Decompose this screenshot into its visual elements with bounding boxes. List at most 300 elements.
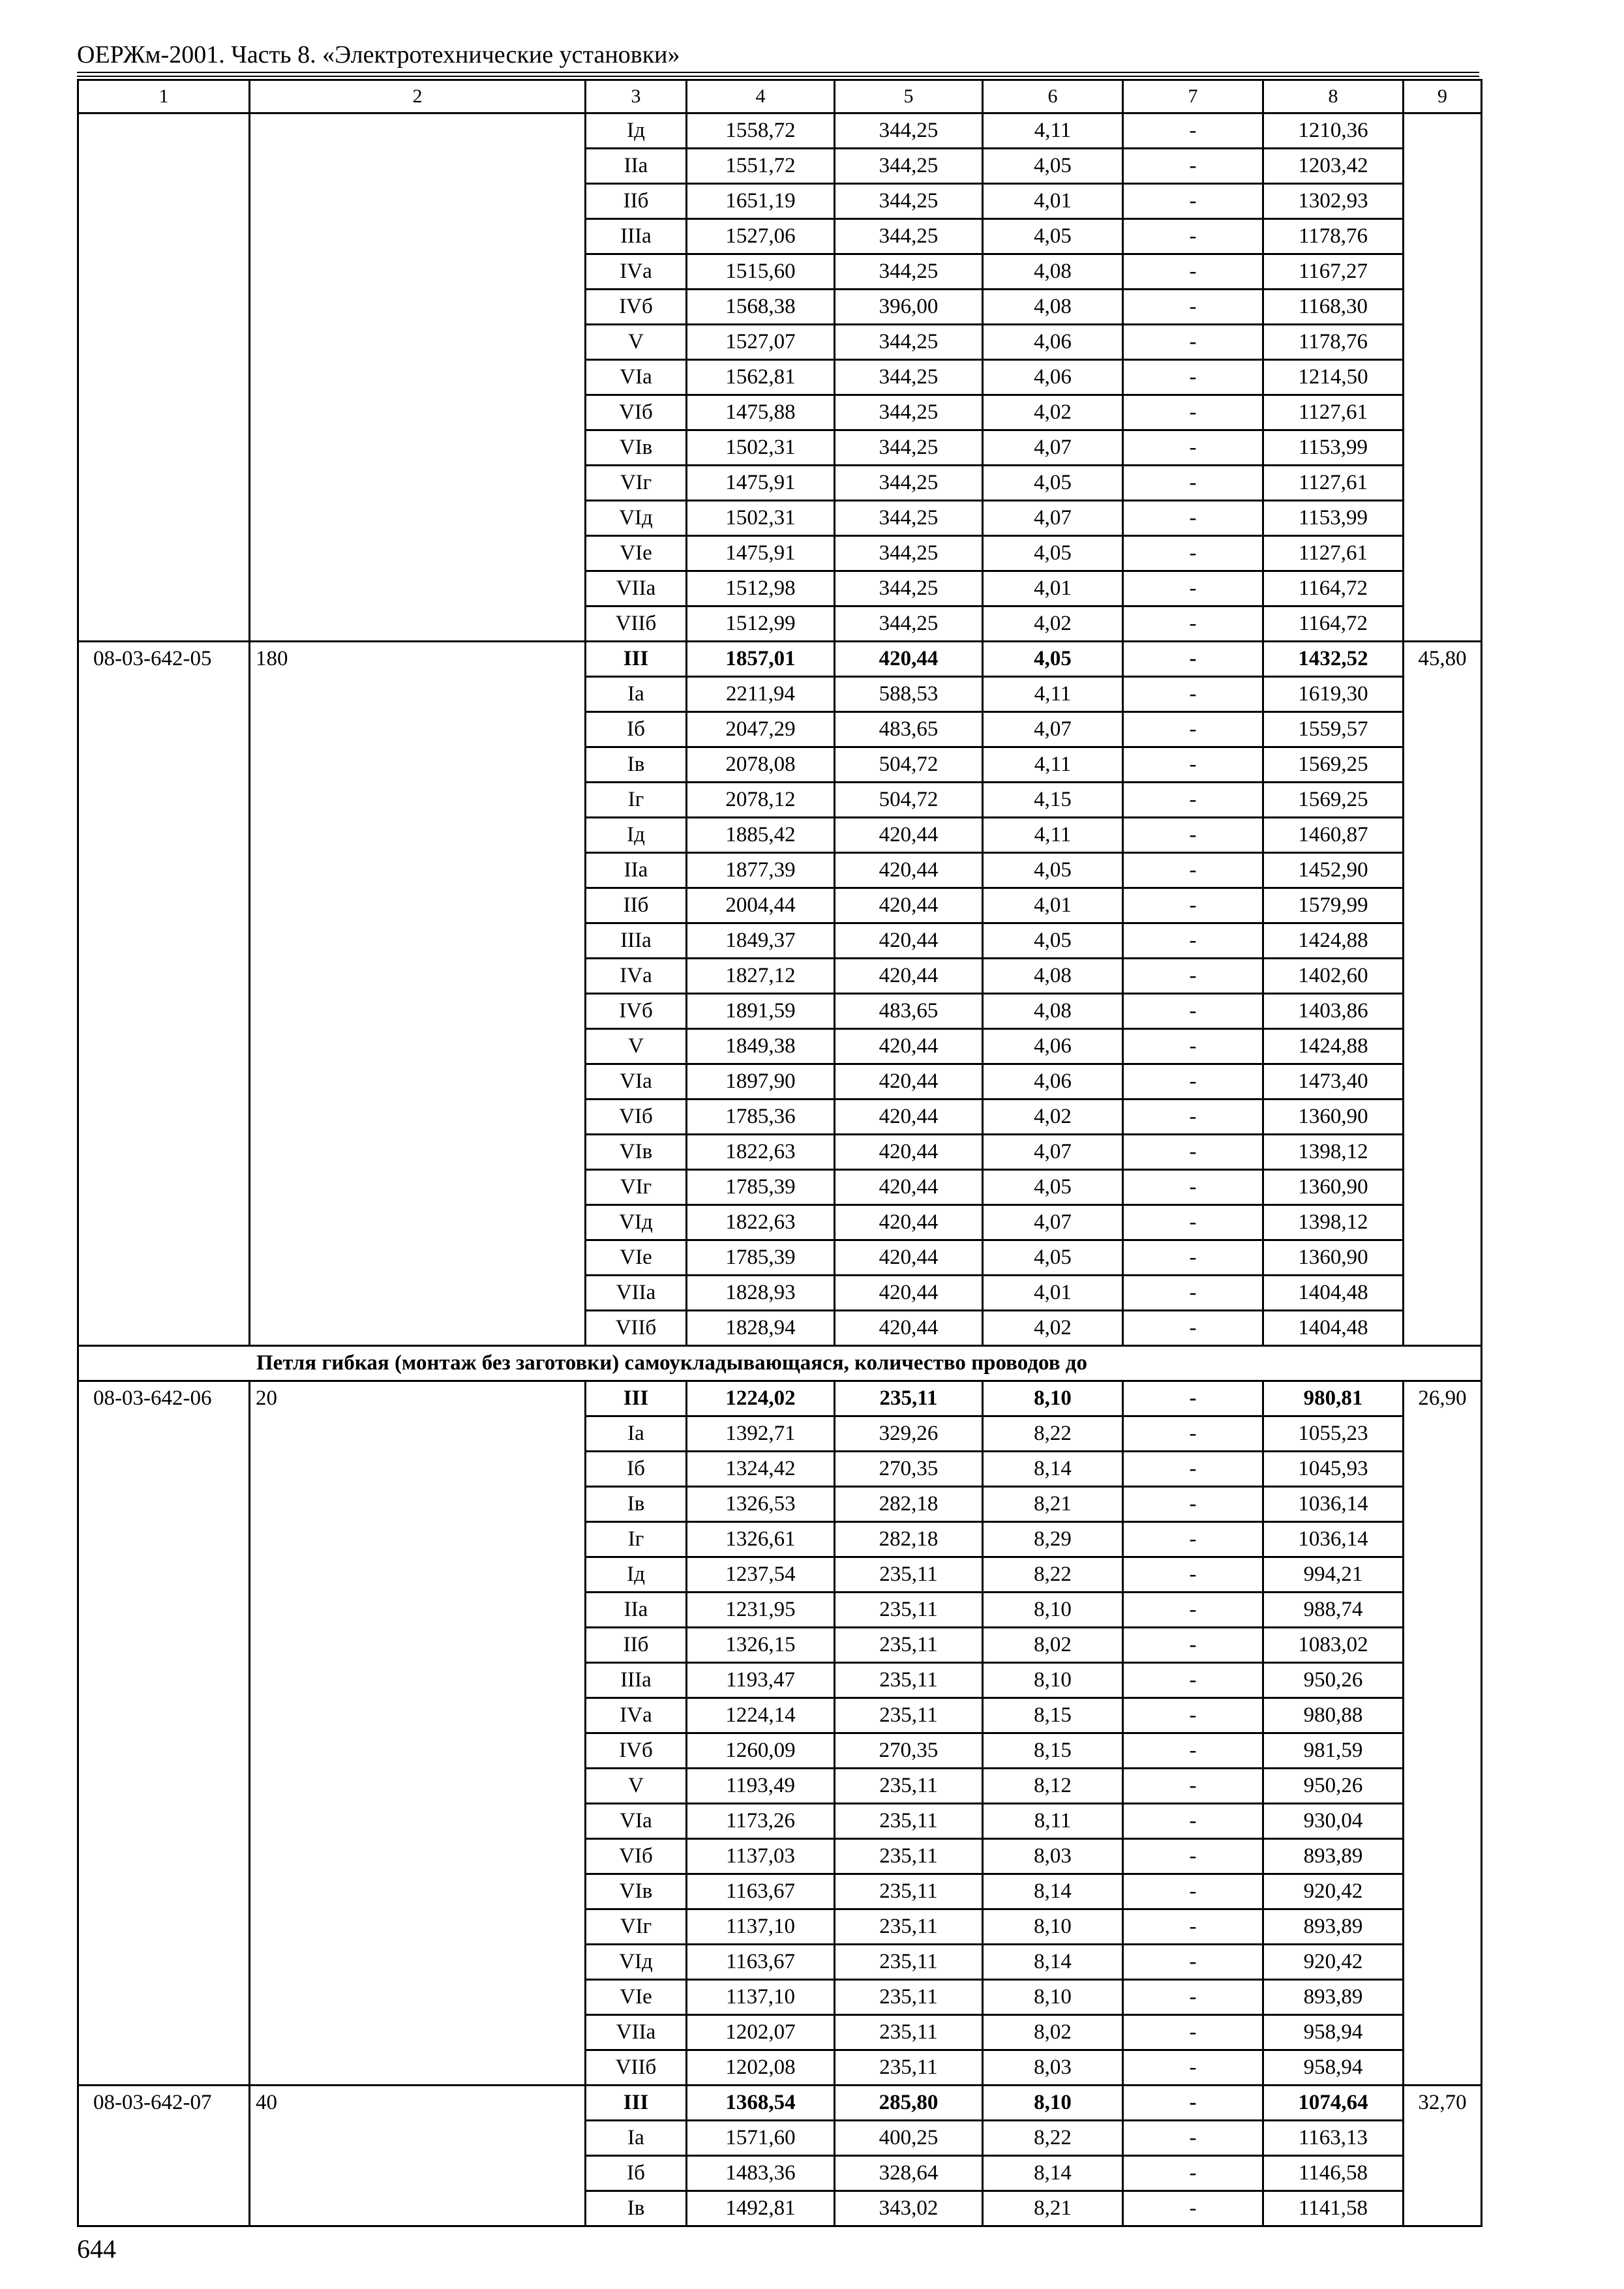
wages-cell: 235,11 [835, 2015, 983, 2050]
machines-cell: 4,05 [983, 642, 1123, 677]
zone-cell: Iв [586, 2191, 687, 2226]
column-number-cell: 6 [983, 80, 1123, 113]
machines-cell: 4,05 [983, 536, 1123, 571]
materials-cell: 1619,30 [1263, 677, 1404, 712]
materials-cell: 920,42 [1263, 1945, 1404, 1980]
zone-cell: Iв [586, 1487, 687, 1522]
zone-cell: Iв [586, 747, 687, 783]
zone-cell: IIIа [586, 1663, 687, 1698]
drivers-wages-cell: - [1123, 1874, 1263, 1909]
total-cost-cell: 1527,06 [687, 219, 835, 254]
zone-cell: VIг [586, 466, 687, 501]
zone-cell: VIг [586, 1909, 687, 1945]
machines-cell: 8,03 [983, 2050, 1123, 2086]
machines-cell: 4,05 [983, 1240, 1123, 1276]
total-cost-cell: 1475,91 [687, 466, 835, 501]
drivers-wages-cell: - [1123, 1628, 1263, 1663]
wages-cell: 396,00 [835, 290, 983, 325]
drivers-wages-cell: - [1123, 747, 1263, 783]
wages-cell: 270,35 [835, 1733, 983, 1769]
materials-cell: 1153,99 [1263, 501, 1404, 536]
machines-cell: 4,01 [983, 888, 1123, 923]
drivers-wages-cell: - [1123, 1381, 1263, 1416]
materials-cell: 1178,76 [1263, 219, 1404, 254]
total-cost-cell: 1326,15 [687, 1628, 835, 1663]
zone-cell: VIIа [586, 2015, 687, 2050]
drivers-wages-cell: - [1123, 2086, 1263, 2121]
materials-cell: 958,94 [1263, 2015, 1404, 2050]
zone-cell: IIб [586, 184, 687, 219]
zone-cell: IVб [586, 1733, 687, 1769]
drivers-wages-cell: - [1123, 360, 1263, 395]
wages-cell: 282,18 [835, 1487, 983, 1522]
machines-cell: 8,22 [983, 1557, 1123, 1593]
materials-cell: 1360,90 [1263, 1100, 1404, 1135]
total-cost-cell: 2004,44 [687, 888, 835, 923]
total-cost-cell: 1785,39 [687, 1170, 835, 1205]
total-cost-cell: 1193,47 [687, 1663, 835, 1698]
total-cost-cell: 1651,19 [687, 184, 835, 219]
machines-cell: 4,11 [983, 747, 1123, 783]
wages-cell: 420,44 [835, 888, 983, 923]
machines-cell: 4,08 [983, 290, 1123, 325]
wages-cell: 420,44 [835, 1029, 983, 1064]
labor-cost-cell: 45,80 [1404, 642, 1482, 1346]
drivers-wages-cell: - [1123, 923, 1263, 959]
total-cost-cell: 1163,67 [687, 1945, 835, 1980]
drivers-wages-cell: - [1123, 1769, 1263, 1804]
total-cost-cell: 1558,72 [687, 113, 835, 149]
section-heading: Петля гибкая (монтаж без заготовки) самоукладывающаяся, количество проводов до [78, 1346, 1482, 1381]
materials-cell: 1045,93 [1263, 1452, 1404, 1487]
drivers-wages-cell: - [1123, 959, 1263, 994]
materials-cell: 1164,72 [1263, 606, 1404, 642]
machines-cell: 8,14 [983, 1874, 1123, 1909]
wages-cell: 344,25 [835, 430, 983, 466]
materials-cell: 1141,58 [1263, 2191, 1404, 2226]
wages-cell: 483,65 [835, 994, 983, 1029]
total-cost-cell: 1326,53 [687, 1487, 835, 1522]
total-cost-cell: 1492,81 [687, 2191, 835, 2226]
total-cost-cell: 1822,63 [687, 1135, 835, 1170]
materials-cell: 1203,42 [1263, 149, 1404, 184]
total-cost-cell: 1392,71 [687, 1416, 835, 1452]
wages-cell: 344,25 [835, 501, 983, 536]
materials-cell: 1404,48 [1263, 1276, 1404, 1311]
drivers-wages-cell: - [1123, 2121, 1263, 2156]
total-cost-cell: 1173,26 [687, 1804, 835, 1839]
materials-cell: 893,89 [1263, 1980, 1404, 2015]
rate-code-cell: 08-03-642-07 [78, 2086, 250, 2226]
drivers-wages-cell: - [1123, 219, 1263, 254]
total-cost-cell: 2047,29 [687, 712, 835, 747]
drivers-wages-cell: - [1123, 606, 1263, 642]
materials-cell: 1424,88 [1263, 923, 1404, 959]
total-cost-cell: 1137,03 [687, 1839, 835, 1874]
total-cost-cell: 1891,59 [687, 994, 835, 1029]
drivers-wages-cell: - [1123, 1170, 1263, 1205]
materials-cell: 1127,61 [1263, 536, 1404, 571]
materials-cell: 1404,48 [1263, 1311, 1404, 1346]
total-cost-cell: 1483,36 [687, 2156, 835, 2191]
parameter-cell [250, 113, 586, 642]
zone-cell: IVа [586, 254, 687, 290]
drivers-wages-cell: - [1123, 888, 1263, 923]
drivers-wages-cell: - [1123, 254, 1263, 290]
section-heading-row [78, 1346, 1482, 1381]
drivers-wages-cell: - [1123, 1135, 1263, 1170]
zone-cell: VIе [586, 1240, 687, 1276]
machines-cell: 4,15 [983, 783, 1123, 818]
wages-cell: 504,72 [835, 783, 983, 818]
drivers-wages-cell: - [1123, 1416, 1263, 1452]
total-cost-cell: 1877,39 [687, 853, 835, 888]
wages-cell: 235,11 [835, 1804, 983, 1839]
machines-cell: 8,15 [983, 1733, 1123, 1769]
machines-cell: 8,22 [983, 2121, 1123, 2156]
wages-cell: 235,11 [835, 1593, 983, 1628]
drivers-wages-cell: - [1123, 1064, 1263, 1100]
zone-cell: VIд [586, 501, 687, 536]
total-cost-cell: 1137,10 [687, 1980, 835, 2015]
drivers-wages-cell: - [1123, 1487, 1263, 1522]
materials-cell: 1210,36 [1263, 113, 1404, 149]
machines-cell: 8,14 [983, 2156, 1123, 2191]
wages-cell: 235,11 [835, 1980, 983, 2015]
materials-cell: 958,94 [1263, 2050, 1404, 2086]
zone-cell: Iг [586, 783, 687, 818]
wages-cell: 235,11 [835, 1945, 983, 1980]
materials-cell: 1074,64 [1263, 2086, 1404, 2121]
materials-cell: 1146,58 [1263, 2156, 1404, 2191]
drivers-wages-cell: - [1123, 536, 1263, 571]
zone-cell: VIб [586, 1100, 687, 1135]
wages-cell: 329,26 [835, 1416, 983, 1452]
labor-cost-cell: 32,70 [1404, 2086, 1482, 2226]
wages-cell: 285,80 [835, 2086, 983, 2121]
wages-cell: 344,25 [835, 184, 983, 219]
total-cost-cell: 1562,81 [687, 360, 835, 395]
zone-cell: VIIб [586, 1311, 687, 1346]
total-cost-cell: 1193,49 [687, 1769, 835, 1804]
machines-cell: 4,05 [983, 853, 1123, 888]
zone-cell: V [586, 1029, 687, 1064]
drivers-wages-cell: - [1123, 818, 1263, 853]
zone-cell: VIд [586, 1945, 687, 1980]
drivers-wages-cell: - [1123, 1029, 1263, 1064]
materials-cell: 1083,02 [1263, 1628, 1404, 1663]
materials-cell: 981,59 [1263, 1733, 1404, 1769]
header-rule [77, 72, 1479, 73]
wages-cell: 344,25 [835, 395, 983, 430]
table-row [78, 642, 1482, 677]
drivers-wages-cell: - [1123, 1557, 1263, 1593]
machines-cell: 8,15 [983, 1698, 1123, 1733]
wages-cell: 235,11 [835, 1839, 983, 1874]
machines-cell: 8,21 [983, 2191, 1123, 2226]
zone-cell: VIа [586, 360, 687, 395]
drivers-wages-cell: - [1123, 1839, 1263, 1874]
materials-cell: 980,88 [1263, 1698, 1404, 1733]
zone-cell: Iд [586, 113, 687, 149]
materials-cell: 1036,14 [1263, 1522, 1404, 1557]
machines-cell: 4,05 [983, 149, 1123, 184]
machines-cell: 4,02 [983, 1100, 1123, 1135]
total-cost-cell: 1475,91 [687, 536, 835, 571]
wages-cell: 235,11 [835, 1381, 983, 1416]
materials-cell: 1569,25 [1263, 783, 1404, 818]
materials-cell: 1360,90 [1263, 1170, 1404, 1205]
zone-cell: VIв [586, 1874, 687, 1909]
zone-cell: VIе [586, 1980, 687, 2015]
total-cost-cell: 1515,60 [687, 254, 835, 290]
wages-cell: 344,25 [835, 571, 983, 606]
zone-cell: VIIб [586, 2050, 687, 2086]
zone-cell: Iг [586, 1522, 687, 1557]
column-number-cell: 3 [586, 80, 687, 113]
materials-cell: 1398,12 [1263, 1205, 1404, 1240]
drivers-wages-cell: - [1123, 184, 1263, 219]
total-cost-cell: 1512,98 [687, 571, 835, 606]
drivers-wages-cell: - [1123, 113, 1263, 149]
wages-cell: 235,11 [835, 1628, 983, 1663]
materials-cell: 1036,14 [1263, 1487, 1404, 1522]
zone-cell: IIа [586, 1593, 687, 1628]
machines-cell: 8,22 [983, 1416, 1123, 1452]
machines-cell: 8,10 [983, 1381, 1123, 1416]
drivers-wages-cell: - [1123, 1980, 1263, 2015]
total-cost-cell: 1822,63 [687, 1205, 835, 1240]
materials-cell: 1168,30 [1263, 290, 1404, 325]
wages-cell: 235,11 [835, 1874, 983, 1909]
drivers-wages-cell: - [1123, 2156, 1263, 2191]
zone-cell: III [586, 1381, 687, 1416]
machines-cell: 4,11 [983, 113, 1123, 149]
materials-cell: 1432,52 [1263, 642, 1404, 677]
table-row [78, 2086, 1482, 2121]
column-number-cell: 8 [1263, 80, 1404, 113]
drivers-wages-cell: - [1123, 430, 1263, 466]
total-cost-cell: 1368,54 [687, 2086, 835, 2121]
drivers-wages-cell: - [1123, 2015, 1263, 2050]
rates-table-container [77, 79, 1481, 2227]
wages-cell: 344,25 [835, 466, 983, 501]
machines-cell: 8,14 [983, 1945, 1123, 1980]
zone-cell: VIв [586, 430, 687, 466]
machines-cell: 4,06 [983, 1064, 1123, 1100]
drivers-wages-cell: - [1123, 501, 1263, 536]
wages-cell: 344,25 [835, 606, 983, 642]
zone-cell: VIа [586, 1064, 687, 1100]
total-cost-cell: 1502,31 [687, 430, 835, 466]
materials-cell: 1452,90 [1263, 853, 1404, 888]
total-cost-cell: 1885,42 [687, 818, 835, 853]
column-number-cell: 4 [687, 80, 835, 113]
wages-cell: 235,11 [835, 1909, 983, 1945]
materials-cell: 980,81 [1263, 1381, 1404, 1416]
zone-cell: Iб [586, 712, 687, 747]
total-cost-cell: 1527,07 [687, 325, 835, 360]
machines-cell: 8,29 [983, 1522, 1123, 1557]
total-cost-cell: 1828,94 [687, 1311, 835, 1346]
zone-cell: VIа [586, 1804, 687, 1839]
drivers-wages-cell: - [1123, 2191, 1263, 2226]
parameter-cell: 40 [250, 2086, 586, 2226]
zone-cell: IVб [586, 290, 687, 325]
wages-cell: 420,44 [835, 818, 983, 853]
machines-cell: 8,14 [983, 1452, 1123, 1487]
drivers-wages-cell: - [1123, 712, 1263, 747]
total-cost-cell: 1137,10 [687, 1909, 835, 1945]
machines-cell: 8,10 [983, 1980, 1123, 2015]
machines-cell: 8,12 [983, 1769, 1123, 1804]
materials-cell: 1569,25 [1263, 747, 1404, 783]
materials-cell: 1302,93 [1263, 184, 1404, 219]
total-cost-cell: 1202,08 [687, 2050, 835, 2086]
total-cost-cell: 2078,12 [687, 783, 835, 818]
machines-cell: 4,01 [983, 184, 1123, 219]
wages-cell: 420,44 [835, 1100, 983, 1135]
machines-cell: 8,21 [983, 1487, 1123, 1522]
labor-cost-cell: 26,90 [1404, 1381, 1482, 2086]
total-cost-cell: 1897,90 [687, 1064, 835, 1100]
drivers-wages-cell: - [1123, 1804, 1263, 1839]
drivers-wages-cell: - [1123, 290, 1263, 325]
zone-cell: IIб [586, 1628, 687, 1663]
rate-code-cell: 08-03-642-05 [78, 642, 250, 1346]
rate-code-cell: 08-03-642-06 [78, 1381, 250, 2086]
machines-cell: 4,08 [983, 959, 1123, 994]
rate-code-cell [78, 113, 250, 642]
total-cost-cell: 1324,42 [687, 1452, 835, 1487]
materials-cell: 1579,99 [1263, 888, 1404, 923]
total-cost-cell: 2078,08 [687, 747, 835, 783]
total-cost-cell: 1571,60 [687, 2121, 835, 2156]
wages-cell: 588,53 [835, 677, 983, 712]
machines-cell: 8,02 [983, 1628, 1123, 1663]
wages-cell: 420,44 [835, 1170, 983, 1205]
total-cost-cell: 1502,31 [687, 501, 835, 536]
materials-cell: 1424,88 [1263, 1029, 1404, 1064]
total-cost-cell: 1163,67 [687, 1874, 835, 1909]
materials-cell: 950,26 [1263, 1663, 1404, 1698]
wages-cell: 344,25 [835, 360, 983, 395]
drivers-wages-cell: - [1123, 395, 1263, 430]
zone-cell: VIе [586, 536, 687, 571]
machines-cell: 4,02 [983, 395, 1123, 430]
materials-cell: 1214,50 [1263, 360, 1404, 395]
wages-cell: 420,44 [835, 923, 983, 959]
parameter-cell: 180 [250, 642, 586, 1346]
total-cost-cell: 1551,72 [687, 149, 835, 184]
materials-cell: 1460,87 [1263, 818, 1404, 853]
materials-cell: 1402,60 [1263, 959, 1404, 994]
zone-cell: IIа [586, 149, 687, 184]
zone-cell: V [586, 325, 687, 360]
zone-cell: VIд [586, 1205, 687, 1240]
drivers-wages-cell: - [1123, 1100, 1263, 1135]
zone-cell: III [586, 2086, 687, 2121]
total-cost-cell: 1224,14 [687, 1698, 835, 1733]
wages-cell: 328,64 [835, 2156, 983, 2191]
wages-cell: 344,25 [835, 536, 983, 571]
machines-cell: 8,02 [983, 2015, 1123, 2050]
machines-cell: 4,05 [983, 1170, 1123, 1205]
drivers-wages-cell: - [1123, 149, 1263, 184]
total-cost-cell: 1857,01 [687, 642, 835, 677]
materials-cell: 1164,72 [1263, 571, 1404, 606]
machines-cell: 8,10 [983, 2086, 1123, 2121]
zone-cell: Iд [586, 818, 687, 853]
header-rule-second [77, 76, 1479, 77]
machines-cell: 4,07 [983, 1205, 1123, 1240]
zone-cell: VIг [586, 1170, 687, 1205]
total-cost-cell: 1849,37 [687, 923, 835, 959]
wages-cell: 344,25 [835, 149, 983, 184]
column-number-cell: 5 [835, 80, 983, 113]
wages-cell: 400,25 [835, 2121, 983, 2156]
total-cost-cell: 1237,54 [687, 1557, 835, 1593]
zone-cell: IVа [586, 1698, 687, 1733]
drivers-wages-cell: - [1123, 1240, 1263, 1276]
wages-cell: 504,72 [835, 747, 983, 783]
machines-cell: 4,07 [983, 501, 1123, 536]
drivers-wages-cell: - [1123, 677, 1263, 712]
total-cost-cell: 1326,61 [687, 1522, 835, 1557]
materials-cell: 920,42 [1263, 1874, 1404, 1909]
materials-cell: 1398,12 [1263, 1135, 1404, 1170]
materials-cell: 1167,27 [1263, 254, 1404, 290]
wages-cell: 420,44 [835, 1240, 983, 1276]
zone-cell: VIIб [586, 606, 687, 642]
drivers-wages-cell: - [1123, 994, 1263, 1029]
table-row [78, 113, 1482, 149]
materials-cell: 1473,40 [1263, 1064, 1404, 1100]
zone-cell: VIб [586, 395, 687, 430]
machines-cell: 8,10 [983, 1909, 1123, 1945]
parameter-cell: 20 [250, 1381, 586, 2086]
machines-cell: 8,11 [983, 1804, 1123, 1839]
wages-cell: 344,25 [835, 113, 983, 149]
wages-cell: 235,11 [835, 1557, 983, 1593]
zone-cell: IIIа [586, 219, 687, 254]
total-cost-cell: 1785,39 [687, 1240, 835, 1276]
wages-cell: 235,11 [835, 1698, 983, 1733]
wages-cell: 235,11 [835, 2050, 983, 2086]
materials-cell: 893,89 [1263, 1839, 1404, 1874]
total-cost-cell: 1512,99 [687, 606, 835, 642]
materials-cell: 1153,99 [1263, 430, 1404, 466]
machines-cell: 8,03 [983, 1839, 1123, 1874]
materials-cell: 1163,13 [1263, 2121, 1404, 2156]
zone-cell: VIIа [586, 1276, 687, 1311]
wages-cell: 344,25 [835, 219, 983, 254]
materials-cell: 1127,61 [1263, 466, 1404, 501]
zone-cell: IVа [586, 959, 687, 994]
drivers-wages-cell: - [1123, 1276, 1263, 1311]
materials-cell: 930,04 [1263, 1804, 1404, 1839]
zone-cell: IIIа [586, 923, 687, 959]
column-number-cell: 9 [1404, 80, 1482, 113]
wages-cell: 420,44 [835, 642, 983, 677]
zone-cell: V [586, 1769, 687, 1804]
wages-cell: 344,25 [835, 254, 983, 290]
zone-cell: Iб [586, 2156, 687, 2191]
total-cost-cell: 1785,36 [687, 1100, 835, 1135]
wages-cell: 235,11 [835, 1663, 983, 1698]
rates-table [77, 79, 1482, 2227]
total-cost-cell: 1828,93 [687, 1276, 835, 1311]
